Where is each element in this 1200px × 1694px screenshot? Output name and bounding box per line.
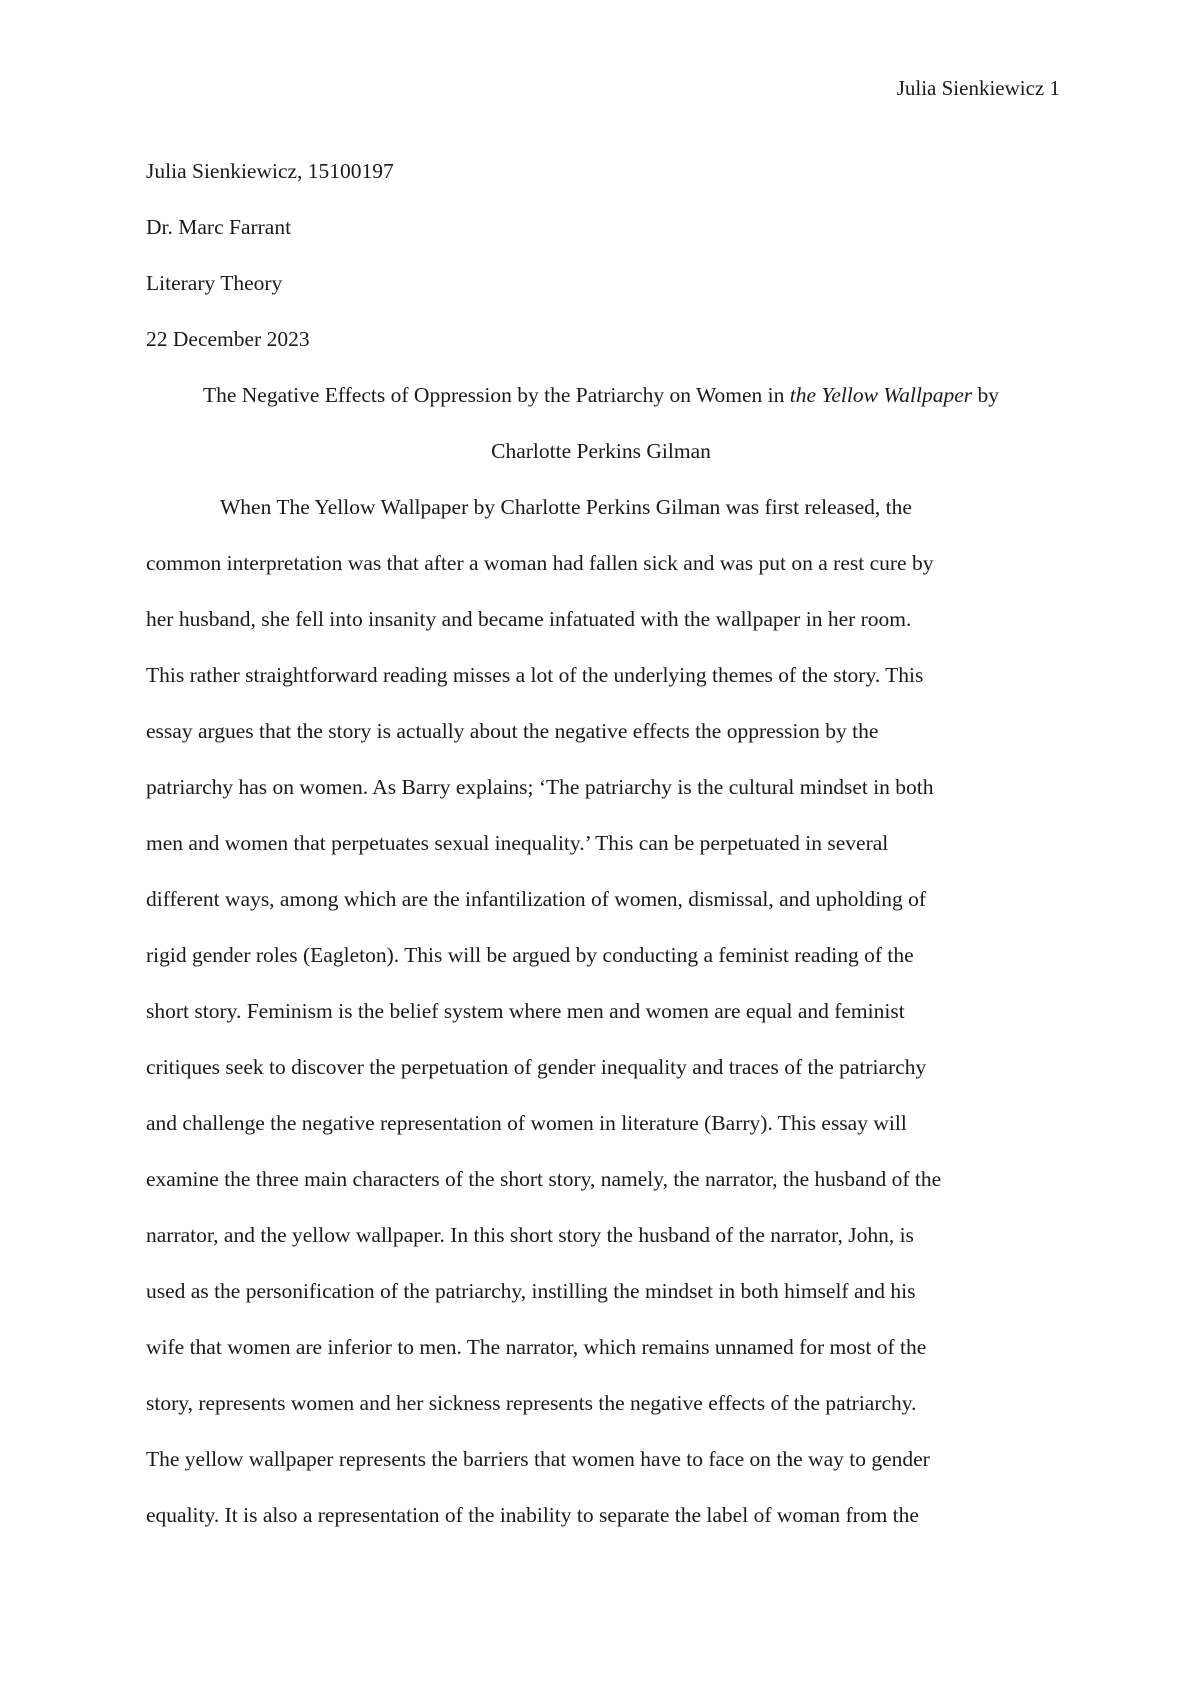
page-number: 1: [1049, 76, 1060, 100]
submission-date: 22 December 2023: [146, 327, 310, 351]
paragraph-line: essay argues that the story is actually about the negative effects the oppression by the: [146, 719, 879, 743]
running-head: [897, 72, 1060, 104]
paragraph-line: This rather straightforward reading misses a lot of the underlying themes of the story. This: [146, 663, 924, 687]
paragraph-line: rigid gender roles (Eagleton). This will be argued by conducting a feminist reading of the: [146, 943, 914, 967]
paragraph-line: short story. Feminism is the belief system where men and women are equal and feminist: [146, 999, 905, 1023]
paragraph-line: story, represents women and her sickness represents the negative effects of the patriarchy.: [146, 1391, 917, 1415]
title-text-before: The Negative Effects of Oppression by the Patriarchy on Women in: [202, 383, 790, 407]
paragraph-line: The yellow wallpaper represents the barriers that women have to face on the way to gender: [146, 1447, 930, 1471]
paragraph-line: When The Yellow Wallpaper by Charlotte Perkins Gilman was first released, the: [220, 495, 912, 519]
paragraph-line: used as the personification of the patriarchy, instilling the mindset in both himself and his: [146, 1279, 916, 1303]
instructor-name: Dr. Marc Farrant: [146, 215, 292, 239]
title-text-after: by: [972, 383, 1000, 407]
paragraph-line: patriarchy has on women. As Barry explains; ‘The patriarchy is the cultural mindset in both: [146, 775, 934, 799]
paragraph-line: common interpretation was that after a woman had fallen sick and was put on a rest cure by: [146, 551, 934, 575]
paragraph-line: wife that women are inferior to men. The narrator, which remains unnamed for most of the: [146, 1335, 927, 1359]
paragraph-line: narrator, and the yellow wallpaper. In this short story the husband of the narrator, John, is: [146, 1223, 914, 1247]
running-head-author: Julia Sienkiewicz: [896, 76, 1045, 100]
paragraph-line: her husband, she fell into insanity and became infatuated with the wallpaper in her room.: [146, 607, 912, 631]
paragraph-line: men and women that perpetuates sexual inequality.’ This can be perpetuated in several: [146, 831, 889, 855]
essay-title-line-1: [146, 367, 1056, 423]
paragraph-line: critiques seek to discover the perpetuation of gender inequality and traces of the patriarchy: [146, 1055, 927, 1079]
title-italic-work: the Yellow Wallpaper: [789, 383, 973, 407]
paragraph-line: and challenge the negative representation of women in literature (Barry). This essay will: [146, 1111, 907, 1135]
course-name: Literary Theory: [146, 271, 283, 295]
paragraph-line: different ways, among which are the infantilization of women, dismissal, and upholding of: [146, 887, 926, 911]
paragraph-line: equality. It is also a representation of the inability to separate the label of woman from the: [146, 1503, 919, 1527]
document-body: [146, 143, 1056, 1543]
paragraph-line: examine the three main characters of the short story, namely, the narrator, the husband of the: [146, 1167, 942, 1191]
student-name-id: Julia Sienkiewicz, 15100197: [146, 159, 394, 183]
body-paragraph: [146, 479, 1056, 1543]
essay-title-line-2: Charlotte Perkins Gilman: [491, 439, 711, 463]
